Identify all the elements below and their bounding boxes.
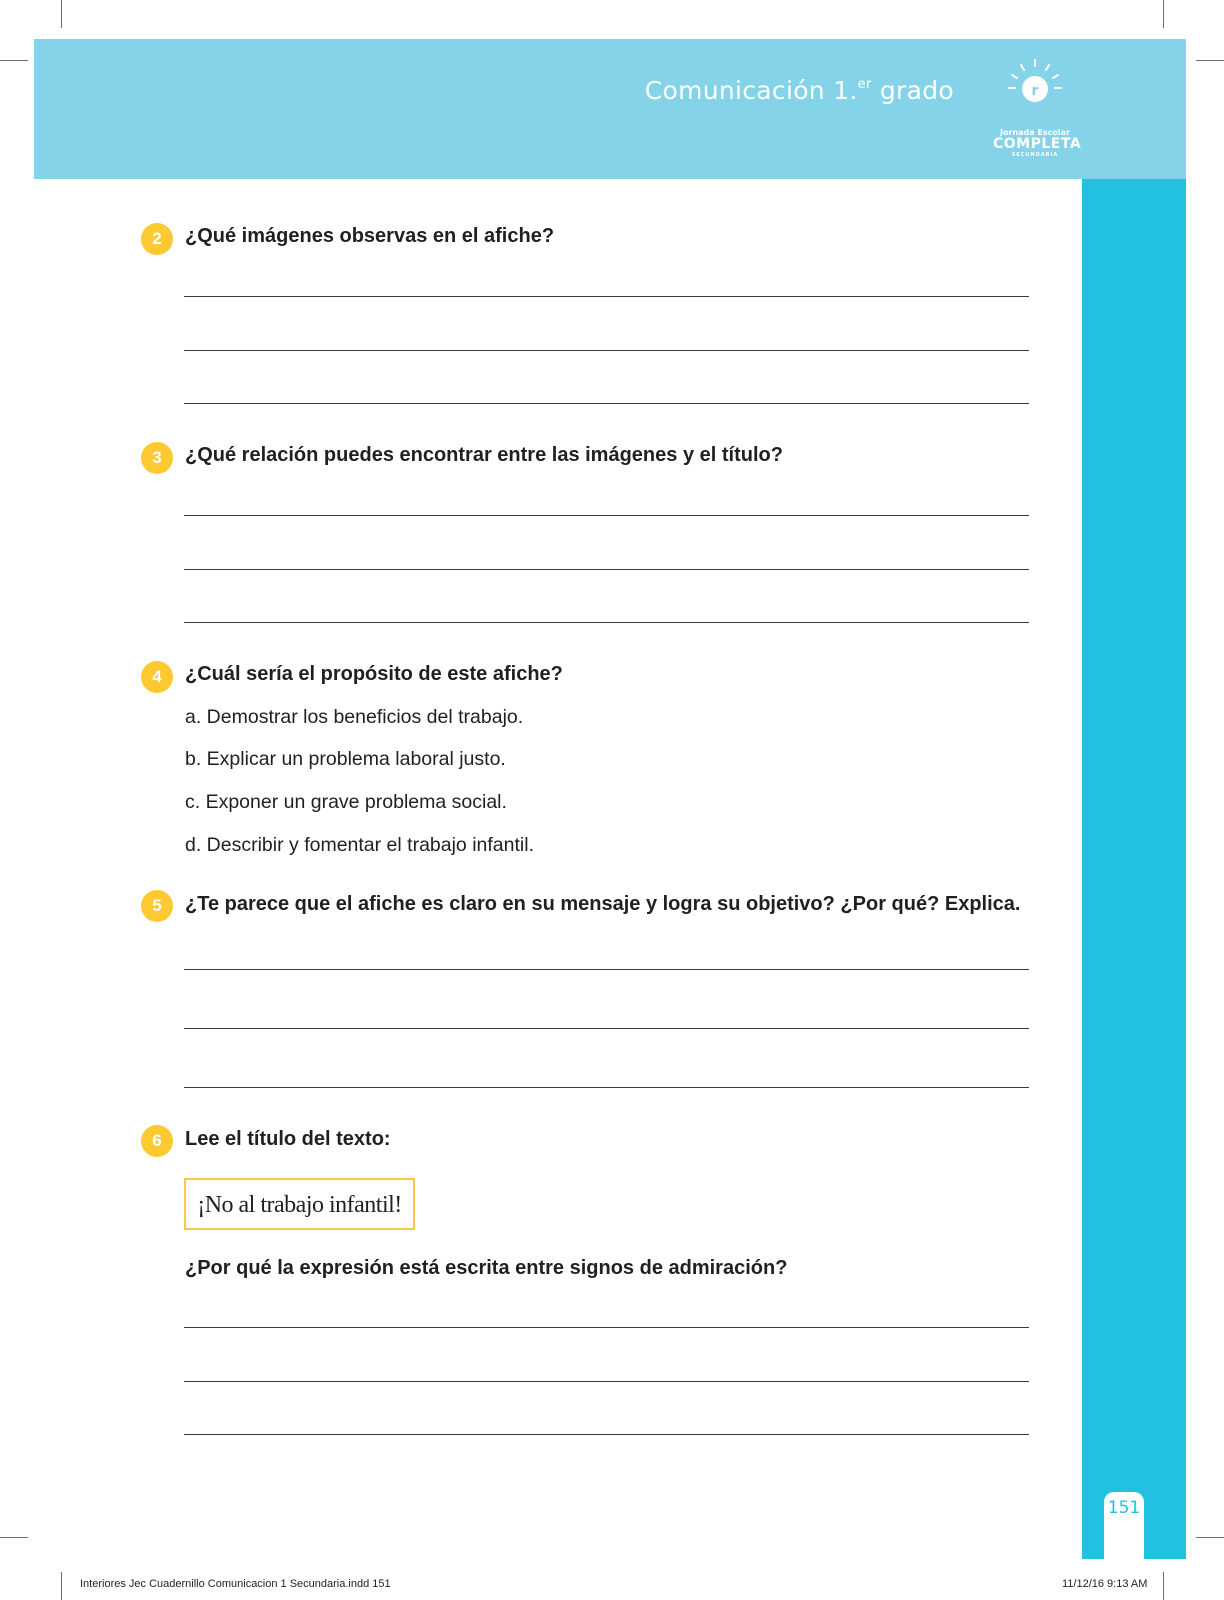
answer-line[interactable] xyxy=(184,296,1029,297)
sun-icon xyxy=(993,58,1077,118)
answer-line[interactable] xyxy=(184,1028,1029,1029)
svg-text:r: r xyxy=(1031,83,1039,99)
page-number: 151 xyxy=(1107,1498,1141,1518)
crop-mark xyxy=(1196,60,1224,61)
option-b[interactable]: b. Explicar un problema laboral justo. xyxy=(185,748,506,770)
answer-line[interactable] xyxy=(184,1434,1029,1435)
question-text: ¿Te parece que el afiche es claro en su mensaje y logra su objetivo? ¿Por qué? Explica. xyxy=(185,893,1021,915)
title-main: Comunicación 1. xyxy=(644,76,858,105)
jornada-escolar-logo xyxy=(993,58,1082,158)
logo-line3: SECUNDARIA xyxy=(1011,152,1059,158)
crop-mark xyxy=(1163,0,1164,28)
logo-line1: Jornada Escolar xyxy=(1000,128,1070,137)
title-superscript: er xyxy=(857,77,872,92)
option-a[interactable]: a. Demostrar los beneficios del trabajo. xyxy=(185,706,524,728)
footer-file-slug: Interiores Jec Cuadernillo Comunicacion 1 Secundaria.indd 151 xyxy=(80,1578,391,1590)
question-text: ¿Qué relación puedes encontrar entre las imágenes y el título? xyxy=(185,444,783,466)
answer-line[interactable] xyxy=(184,969,1029,970)
answer-line[interactable] xyxy=(184,1087,1029,1088)
followup-question: ¿Por qué la expresión está escrita entre signos de admiración? xyxy=(185,1257,788,1279)
page-title xyxy=(645,76,954,105)
question-text: Lee el título del texto: xyxy=(185,1128,391,1150)
answer-line[interactable] xyxy=(184,1327,1029,1328)
footer-datetime: 11/12/16 9:13 AM xyxy=(1062,1578,1148,1590)
crop-mark xyxy=(0,60,28,61)
crop-mark xyxy=(61,1572,62,1600)
answer-line[interactable] xyxy=(184,622,1029,623)
answer-line[interactable] xyxy=(184,515,1029,516)
option-d[interactable]: d. Describir y fomentar el trabajo infantil. xyxy=(185,834,534,856)
question-number: 2 xyxy=(141,223,173,255)
question-number: 5 xyxy=(141,890,173,922)
answer-line[interactable] xyxy=(184,569,1029,570)
logo-line2: COMPLETA xyxy=(993,136,1082,152)
side-band xyxy=(1082,179,1186,1559)
text-title-box: ¡No al trabajo infantil! xyxy=(184,1178,415,1230)
option-c[interactable]: c. Exponer un grave problema social. xyxy=(185,791,507,813)
title-end: grado xyxy=(879,76,954,105)
answer-line[interactable] xyxy=(184,1381,1029,1382)
question-number: 3 xyxy=(141,442,173,474)
crop-mark xyxy=(1163,1572,1164,1600)
answer-line[interactable] xyxy=(184,403,1029,404)
crop-mark xyxy=(0,1537,28,1538)
question-text: ¿Cuál sería el propósito de este afiche? xyxy=(185,663,563,685)
crop-mark xyxy=(1196,1537,1224,1538)
question-text: ¿Qué imágenes observas en el afiche? xyxy=(185,225,555,247)
question-number: 4 xyxy=(141,661,173,693)
question-number: 6 xyxy=(141,1125,173,1157)
crop-mark xyxy=(61,0,62,28)
answer-line[interactable] xyxy=(184,350,1029,351)
